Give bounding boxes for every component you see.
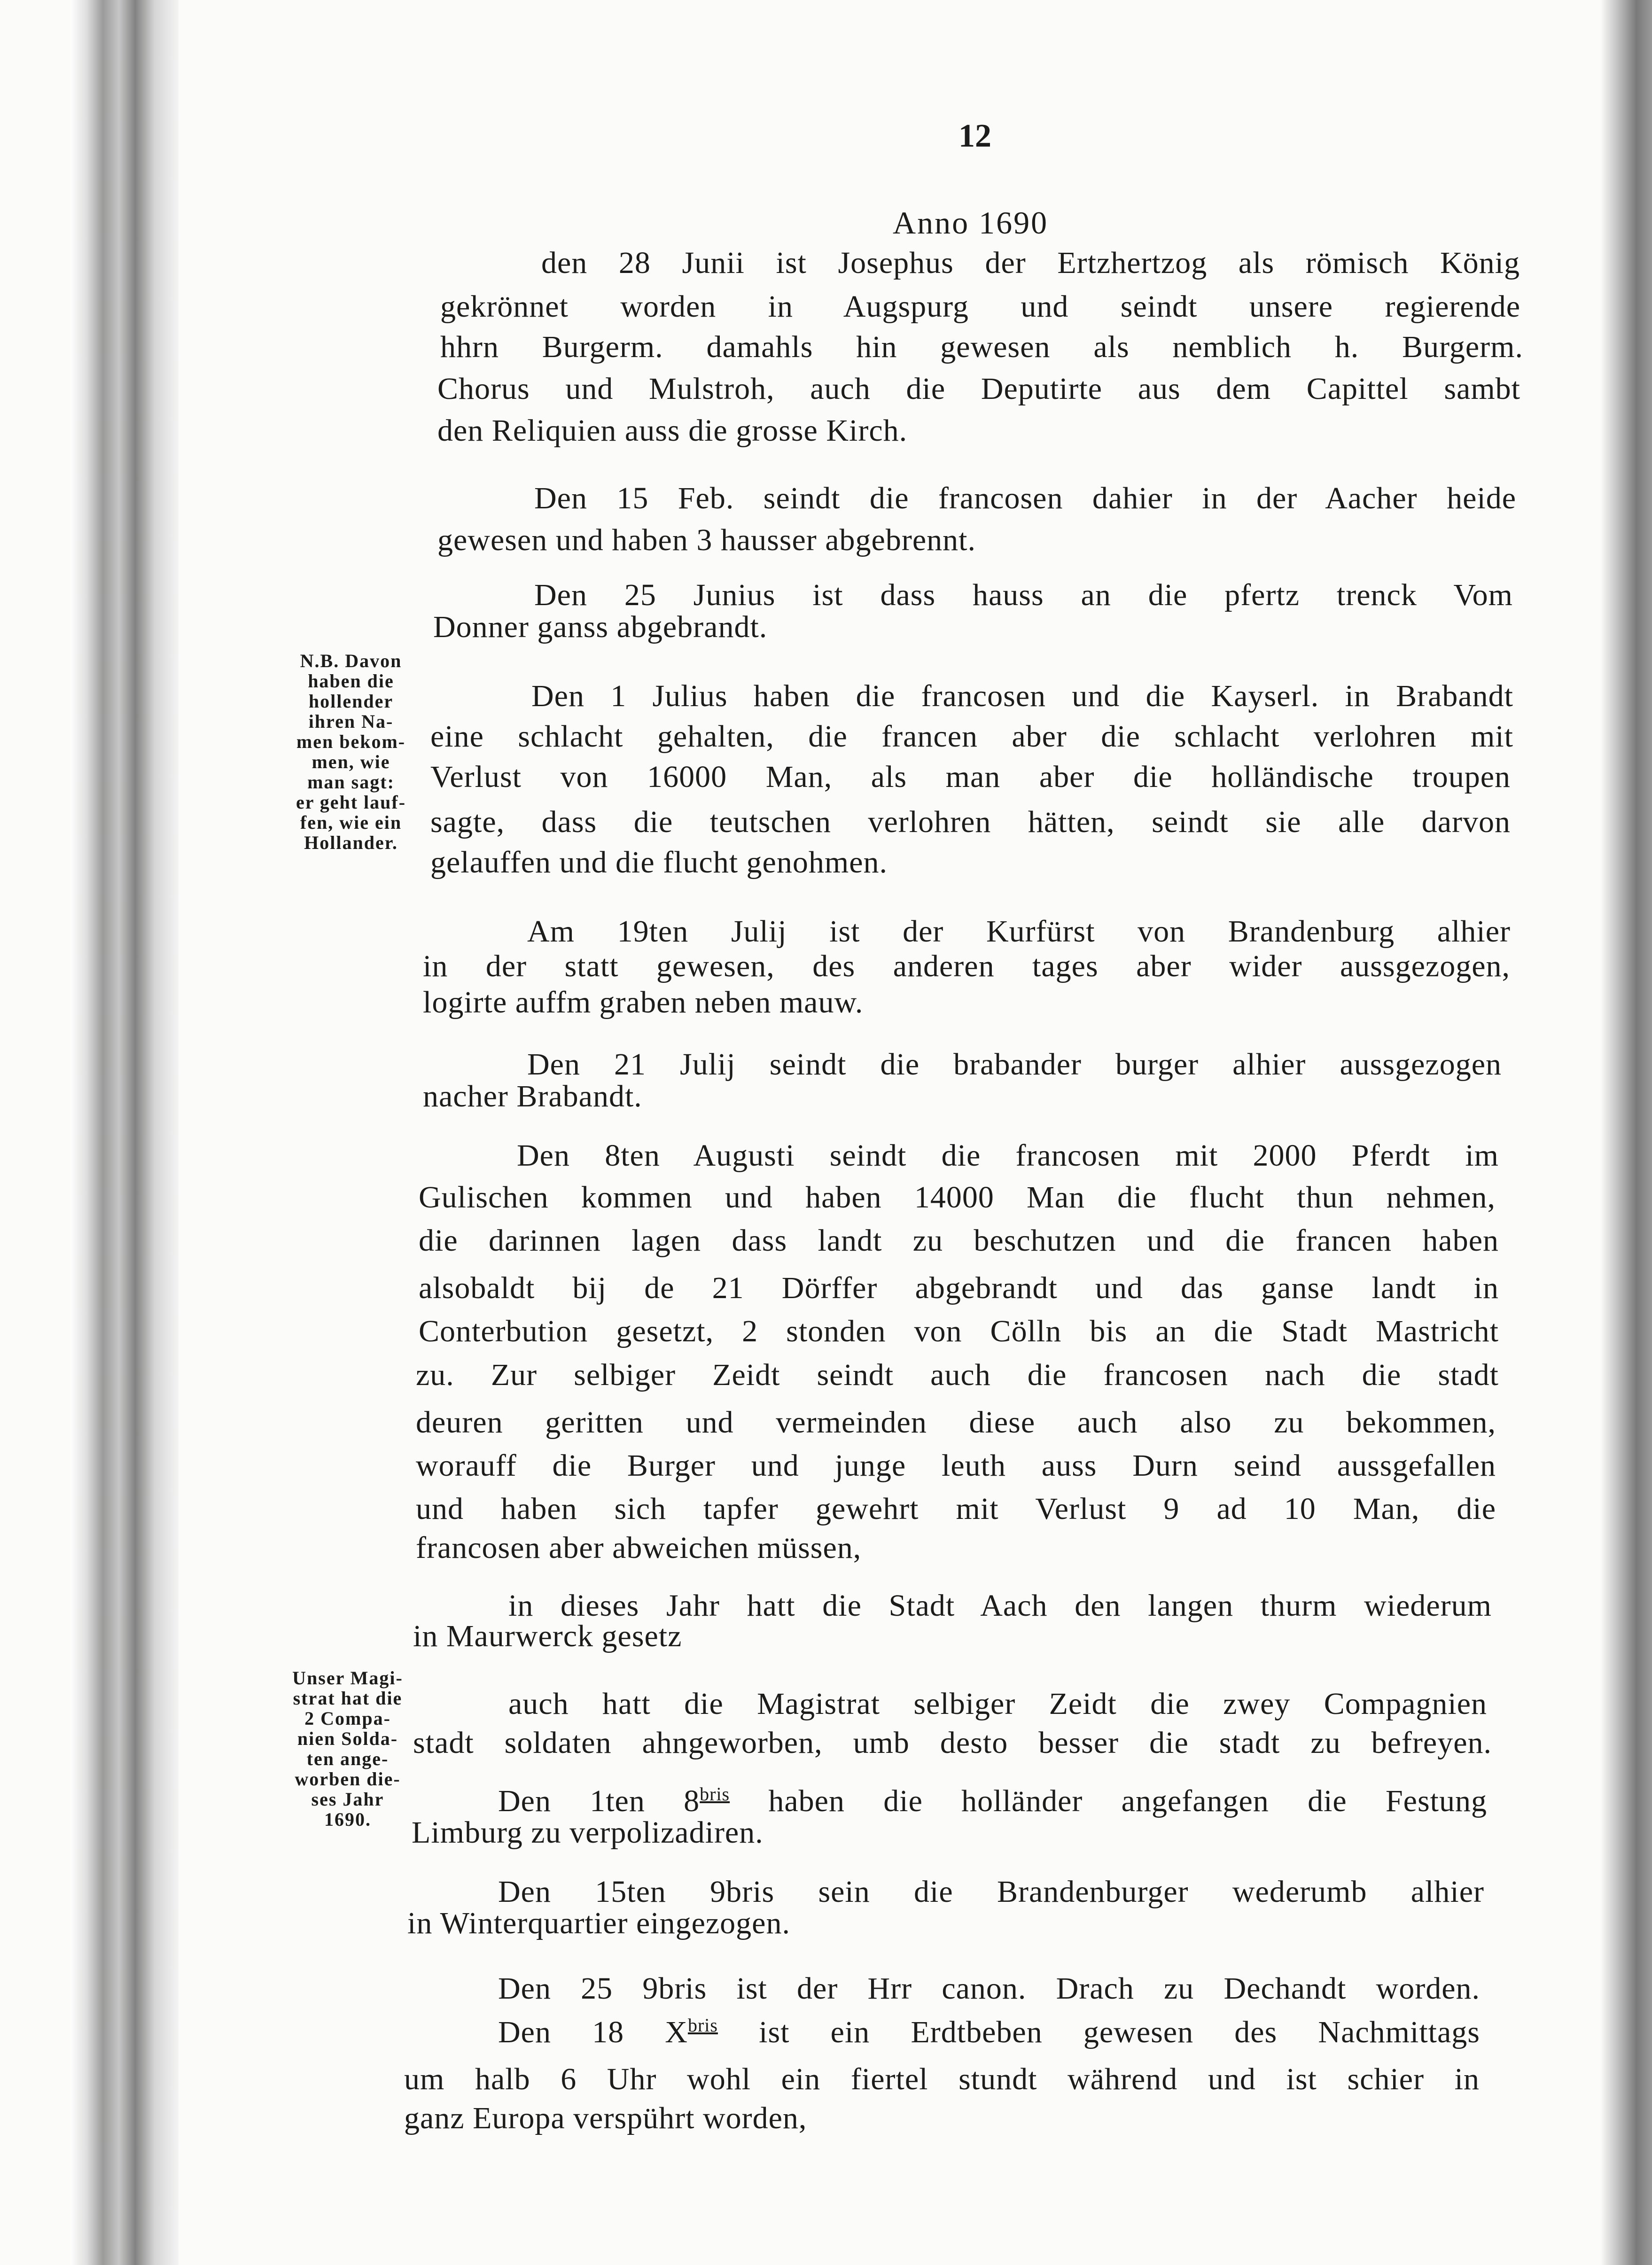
- text-line: in der statt gewesen, des anderen tages aber wider aussgezogen,: [423, 949, 1510, 983]
- text-line: deuren geritten und vermeinden diese auch also zu bekommen,: [416, 1405, 1496, 1440]
- text-line: worauff die Burger und junge leuth auss Durn seind aussgefallen: [416, 1448, 1496, 1483]
- margin-note-hollander: [276, 651, 426, 853]
- text-line: ganz Europa verspührt worden,: [404, 2101, 807, 2135]
- margin-note-line: ihren Na-: [308, 711, 394, 732]
- text-line: und haben sich tapfer gewehrt mit Verlust 9 ad 10 Man, die: [416, 1492, 1496, 1526]
- text-line: den Reliquien auss die grosse Kirch.: [437, 413, 908, 448]
- text-line: nacher Brabandt.: [423, 1079, 642, 1113]
- margin-note-line: men bekom-: [296, 731, 406, 752]
- margin-note-line: ses Jahr: [311, 1789, 384, 1810]
- margin-note-line: haben die: [308, 670, 394, 692]
- text-line: Am 19ten Julij ist der Kurfürst von Brandenburg alhier: [527, 914, 1511, 949]
- margin-note-line: 1690.: [324, 1809, 371, 1830]
- margin-note-line: strat hat die: [293, 1688, 403, 1709]
- text-line: Gulischen kommen und haben 14000 Man die flucht thun nehmen,: [419, 1180, 1496, 1214]
- text-line: Den 18 $X^{bris}$ ist ein Erdtbeben gewesen des Nachmittags: [498, 2015, 1480, 2049]
- text-line: Limburg zu verpolizadiren.: [412, 1815, 764, 1850]
- text-line: Den 1 Julius haben die francosen und die Kayserl. in Brabandt: [531, 679, 1513, 713]
- text-line: in dieses Jahr hatt die Stadt Aach den langen thurm wiederum: [508, 1588, 1492, 1623]
- text-line: Den 25 Junius ist dass hauss an die pfertz trenck Vom: [534, 578, 1513, 612]
- section-heading: Anno 1690: [893, 205, 1049, 241]
- margin-note-magistrat: [273, 1668, 423, 1829]
- text-line: in Maurwerck gesetz: [413, 1619, 682, 1653]
- text-line: eine schlacht gehalten, die francen aber die schlacht verlohren mit: [430, 719, 1513, 754]
- margin-note-line: worben die-: [295, 1768, 401, 1790]
- text-line: Den 21 Julij seindt die brabander burger alhier aussgezogen: [527, 1047, 1502, 1082]
- text-line: gewesen und haben 3 hausser abgebrennt.: [437, 523, 976, 557]
- text-line: Conterbution gesetzt, 2 stonden von Cölln bis an die Stadt Mastricht: [419, 1314, 1499, 1348]
- text-line: den 28 Junii ist Josephus der Ertzhertzog als römisch König: [541, 246, 1520, 280]
- text-line: Den 25 9bris ist der Hrr canon. Drach zu Dechandt worden.: [498, 1971, 1480, 2006]
- text-line: gekrönnet worden in Augspurg und seindt unsere regierende: [440, 289, 1520, 324]
- margin-note-line: Unser Magi-: [292, 1667, 403, 1689]
- margin-note-line: fen, wie ein: [300, 812, 402, 833]
- text-line: in Winterquartier eingezogen.: [407, 1906, 790, 1940]
- text-line: um halb 6 Uhr wohl ein fiertel stundt während und ist schier in: [404, 2062, 1480, 2096]
- page-edge-shadow: [1600, 0, 1652, 2265]
- margin-note-line: hollender: [308, 691, 394, 712]
- text-line: Chorus und Mulstroh, auch die Deputirte aus dem Capittel sambt: [437, 372, 1520, 406]
- text-line: Den 15ten 9bris sein die Brandenburger wederumb alhier: [498, 1875, 1484, 1909]
- text-line: gelauffen und die flucht genohmen.: [430, 845, 888, 880]
- text-line: Den 8ten Augusti seindt die francosen mit 2000 Pferdt im: [517, 1138, 1499, 1173]
- margin-note-line: ten ange-: [306, 1748, 389, 1769]
- text-line: logirte auffm graben neben mauw.: [423, 985, 864, 1020]
- margin-note-line: men, wie: [312, 751, 390, 772]
- page-number: 12: [958, 118, 991, 154]
- margin-note-line: man sagt:: [307, 771, 395, 793]
- text-line: die darinnen lagen dass landt zu beschutzen und die francen haben: [419, 1223, 1499, 1258]
- text-line: Den 15 Feb. seindt die francosen dahier in der Aacher heide: [534, 481, 1516, 515]
- text-line: hhrn Burgerm. damahls hin gewesen als nemblich h. Burgerm.: [440, 330, 1523, 364]
- margin-note-line: nien Solda-: [297, 1728, 398, 1749]
- margin-note-line: 2 Compa-: [304, 1708, 391, 1729]
- text-line: zu. Zur selbiger Zeidt seindt auch die francosen nach die stadt: [416, 1358, 1499, 1392]
- text-line: auch hatt die Magistrat selbiger Zeidt die zwey Compagnien: [508, 1687, 1487, 1721]
- text-line: sagte, dass die teutschen verlohren hätten, seindt sie alle darvon: [430, 805, 1511, 839]
- text-line: Den 1ten $8^{bris}$ haben die holländer angefangen die Festung: [498, 1783, 1487, 1818]
- text-line: alsobaldt bij de 21 Dörffer abgebrandt und das ganse landt in: [419, 1271, 1499, 1305]
- text-line: Donner ganss abgebrandt.: [433, 610, 768, 644]
- text-line: francosen aber abweichen müssen,: [416, 1531, 862, 1565]
- book-binding-shadow: [70, 0, 179, 2265]
- margin-note-line: N.B. Davon: [300, 650, 402, 671]
- text-line: Verlust von 16000 Man, als man aber die holländische troupen: [430, 760, 1511, 794]
- margin-note-line: Hollander.: [304, 832, 398, 853]
- margin-note-line: er geht lauf-: [296, 792, 406, 813]
- text-line: stadt soldaten ahngeworben, umb desto besser die stadt zu befreyen.: [413, 1726, 1492, 1760]
